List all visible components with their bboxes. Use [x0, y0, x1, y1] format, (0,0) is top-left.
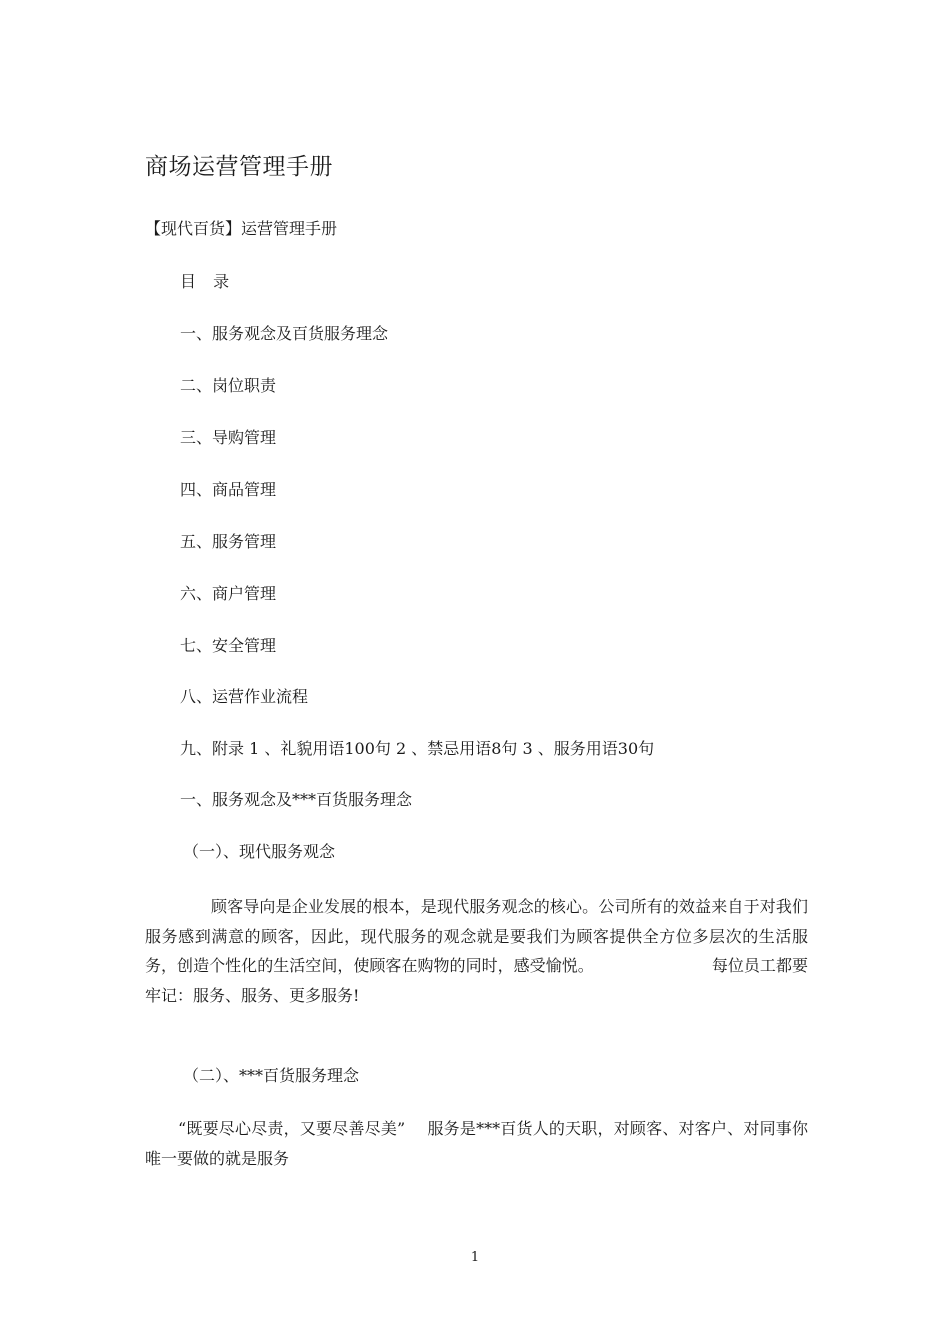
toc-item: 八、运营作业流程	[180, 687, 309, 706]
section-heading: 一、服务观念及***百货服务理念	[180, 790, 413, 809]
toc-item: 一、服务观念及百货服务理念	[180, 324, 389, 343]
paragraph-text: 服务是***百货人的天职，对顾客、对客户、对同事你唯一要做的就是服务	[145, 1119, 808, 1168]
document-title: 商场运营管理手册	[145, 154, 333, 180]
paragraph-tail-text: 每位员工都要牢记：服务、服务、更多服务!	[145, 956, 808, 1005]
toc-heading: 目 录	[180, 272, 236, 291]
body-paragraph	[145, 892, 808, 1010]
subsection-heading: （一）、现代服务观念	[183, 842, 336, 861]
toc-item: 二、岗位职责	[180, 376, 277, 395]
body-paragraph	[145, 1114, 808, 1173]
toc-item: 五、服务管理	[180, 532, 277, 551]
subsection-heading: （二）、***百货服务理念	[183, 1066, 360, 1085]
toc-item: 三、导购管理	[180, 428, 277, 447]
motto-text: “既要尽心尽责，又要尽善尽美”	[178, 1119, 406, 1138]
toc-item: 九、附录 1 、礼貌用语100句 2 、禁忌用语8句 3 、服务用语30句	[180, 739, 655, 758]
toc-item: 四、商品管理	[180, 480, 277, 499]
page-number: 1	[470, 1250, 480, 1265]
document-subtitle: 【现代百货】运营管理手册	[145, 219, 338, 238]
toc-item: 六、商户管理	[180, 584, 277, 603]
toc-item: 七、安全管理	[180, 636, 277, 655]
paragraph-text: 顾客导向是企业发展的根本，是现代服务观念的核心。公司所有的效益来自于对我们服务感到满意的顾客，因此，现代服务的观念就是要我们为顾客提供全方位多层次的生活服务，创造个性化的生活空间，使顾客在购物的同时，感受愉悦。	[145, 897, 808, 975]
